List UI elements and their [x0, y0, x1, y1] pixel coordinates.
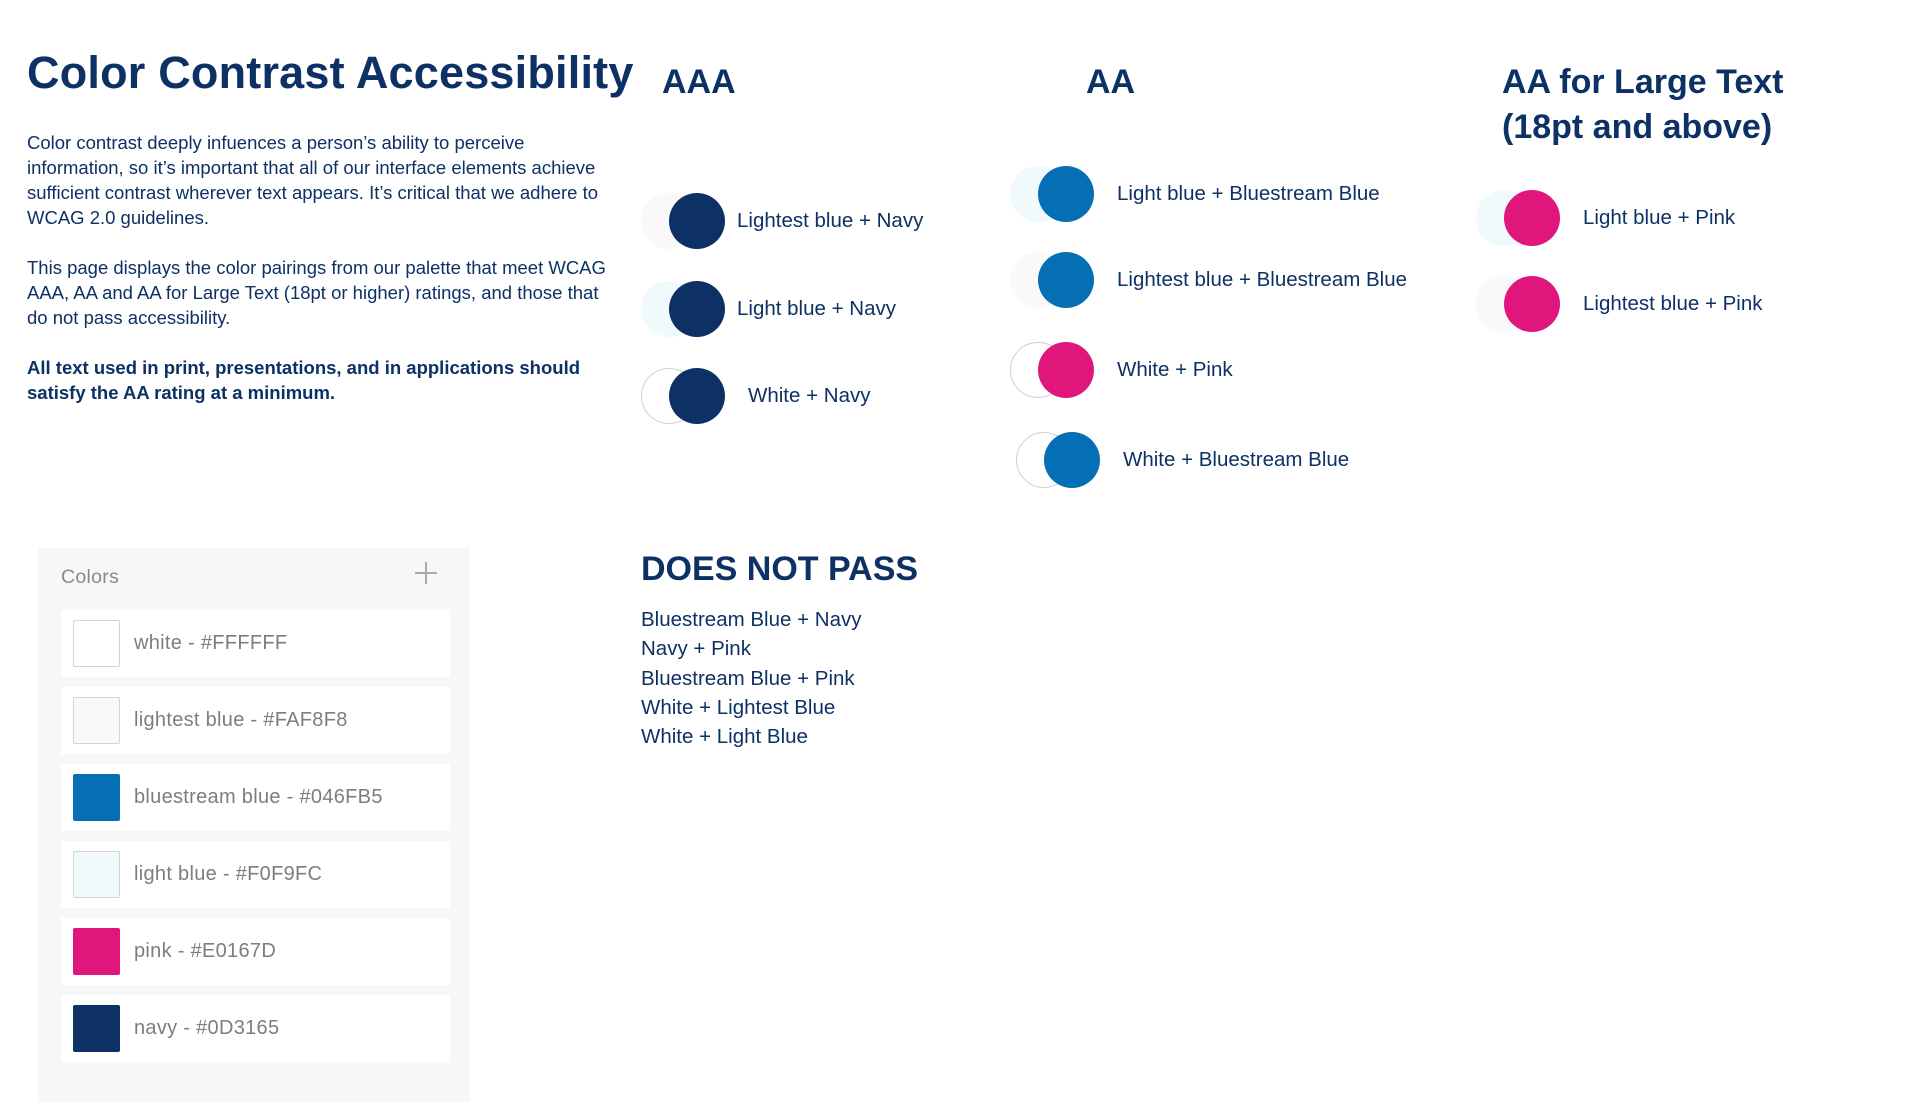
pair-label: Light blue + Bluestream Blue — [1117, 182, 1380, 205]
aaa-pair-lightest-blue-navy — [641, 191, 923, 251]
color-chip — [73, 1005, 120, 1052]
pair-label: White + Pink — [1117, 358, 1233, 381]
color-pair-swatch — [1016, 430, 1102, 490]
color-chip — [73, 620, 120, 667]
front-color-circle — [1038, 252, 1094, 308]
color-row-light-blue[interactable] — [61, 841, 450, 908]
color-pair-swatch — [641, 366, 727, 426]
color-label: light blue - #F0F9FC — [134, 863, 323, 885]
page-title: Color Contrast Accessibility — [27, 47, 634, 98]
list-item: White + Lightest Blue — [641, 695, 836, 719]
color-chip — [73, 697, 120, 744]
intro-paragraph-3: All text used in print, presentations, and in applications should satisfy the AA rating at a minimum. — [27, 357, 581, 403]
aa-large-heading-line-2: (18pt and above) — [1502, 108, 1773, 146]
aa-pair-light-blue-bluestream — [1010, 164, 1380, 224]
color-pair-swatch — [1476, 188, 1562, 248]
aa-large-heading — [1502, 60, 1783, 150]
aaa-pair-white-navy — [641, 366, 870, 426]
pair-label: Light blue + Pink — [1583, 206, 1736, 229]
color-pair-swatch — [1010, 164, 1096, 224]
aa-pair-white-pink — [1010, 340, 1233, 400]
pair-label: Lightest blue + Bluestream Blue — [1117, 268, 1408, 291]
pair-label: Lightest blue + Navy — [737, 209, 924, 232]
list-item: Navy + Pink — [641, 637, 751, 661]
aa-large-pair-light-blue-pink — [1476, 188, 1735, 248]
colors-panel-header: Colors — [61, 566, 120, 588]
aa-heading: AA — [1086, 63, 1136, 101]
aaa-pair-light-blue-navy — [641, 279, 896, 339]
aaa-heading: AAA — [662, 63, 736, 101]
pair-label: Lightest blue + Pink — [1583, 292, 1763, 315]
color-chip — [73, 851, 120, 898]
color-label: pink - #E0167D — [134, 940, 277, 962]
front-color-circle — [1504, 190, 1560, 246]
intro-paragraph-2: This page displays the color pairings from our palette that meet WCAG AAA, AA and AA for Large Text (18pt or higher) ratings, and those that do not pass accessibility. — [27, 257, 606, 328]
color-row-white[interactable] — [61, 610, 450, 677]
color-pair-swatch — [1010, 250, 1096, 310]
intro-text — [27, 130, 607, 405]
color-pair-swatch — [1476, 274, 1562, 334]
plus-icon[interactable] — [415, 562, 437, 584]
color-label: white - #FFFFFF — [134, 632, 288, 654]
color-row-pink[interactable] — [61, 918, 450, 985]
color-chip — [73, 928, 120, 975]
front-color-circle — [1044, 432, 1100, 488]
aa-large-pair-lightest-blue-pink — [1476, 274, 1763, 334]
front-color-circle — [1504, 276, 1560, 332]
front-color-circle — [1038, 166, 1094, 222]
color-row-bluestream-blue[interactable] — [61, 764, 450, 831]
pair-label: White + Navy — [748, 384, 871, 407]
color-pair-swatch — [1010, 340, 1096, 400]
aa-large-heading-line-1: AA for Large Text — [1502, 63, 1784, 101]
color-label: bluestream blue - #046FB5 — [134, 786, 383, 808]
does-not-pass-heading: DOES NOT PASS — [641, 550, 919, 588]
front-color-circle — [669, 281, 725, 337]
pair-label: Light blue + Navy — [737, 297, 896, 320]
list-item: White + Light Blue — [641, 725, 808, 749]
color-pair-swatch — [641, 191, 727, 251]
color-label: navy - #0D3165 — [134, 1017, 280, 1039]
colors-panel — [38, 548, 470, 1102]
front-color-circle — [669, 368, 725, 424]
intro-paragraph-1: Color contrast deeply infuences a person’s ability to perceive information, so it’s important that all of our interface elements achieve sufficient contrast wherever text appears. It’s critical that we adhere to WCAG 2.0 guidelines. — [27, 132, 599, 228]
color-pair-swatch — [641, 279, 727, 339]
list-item: Bluestream Blue + Pink — [641, 666, 855, 690]
aa-pair-lightest-blue-bluestream — [1010, 250, 1407, 310]
aa-pair-white-bluestream — [1016, 430, 1349, 490]
color-label: lightest blue - #FAF8F8 — [134, 709, 348, 731]
pair-label: White + Bluestream Blue — [1123, 448, 1350, 471]
front-color-circle — [1038, 342, 1094, 398]
front-color-circle — [669, 193, 725, 249]
does-not-pass-list — [641, 605, 861, 751]
list-item: Bluestream Blue + Navy — [641, 608, 862, 631]
color-row-lightest-blue[interactable] — [61, 687, 450, 754]
color-chip — [73, 774, 120, 821]
color-row-navy[interactable] — [61, 995, 450, 1062]
